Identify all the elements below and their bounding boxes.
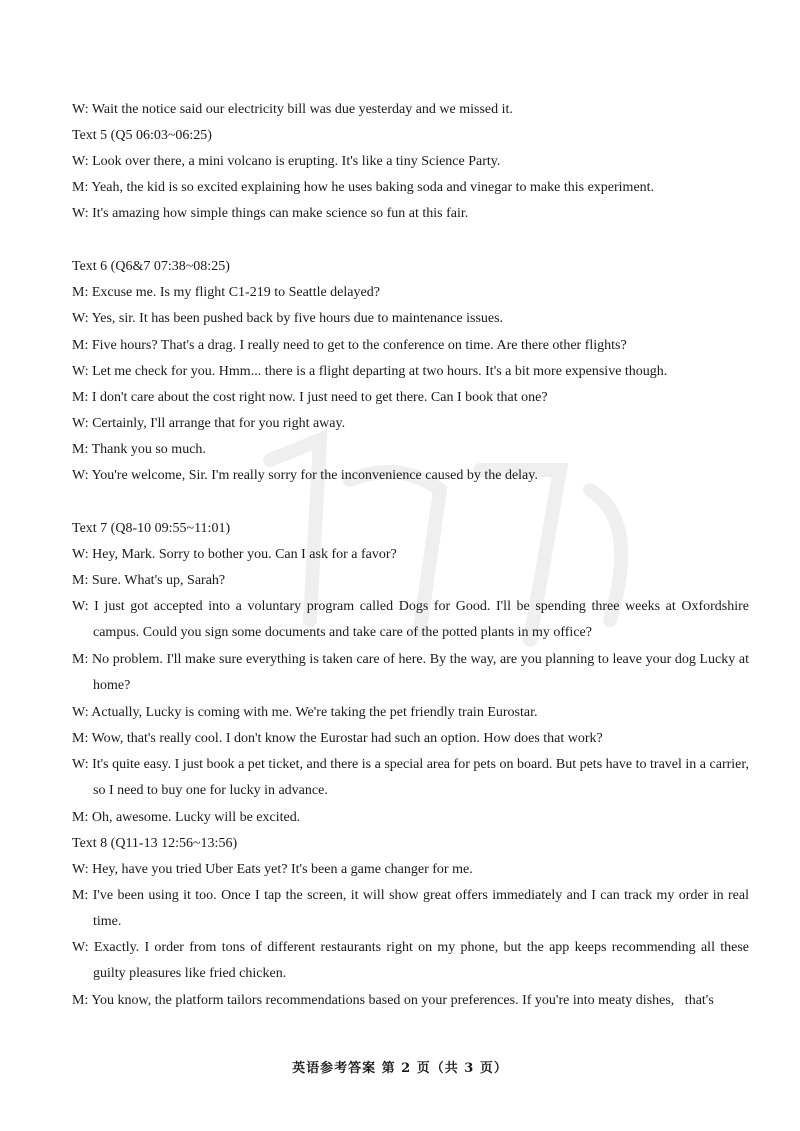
dialogue-paragraph: M: No problem. I'll make sure everything is taken care of here. By the way, are you planning to leave your dog Lucky at home? — [72, 652, 749, 693]
dialogue-line: W: Actually, Lucky is coming with me. We're taking the pet friendly train Eurostar. — [72, 705, 538, 720]
dialogue-line: W: Wait the notice said our electricity bill was due yesterday and we missed it. — [72, 102, 513, 117]
dialogue-line: W: Let me check for you. Hmm... there is a flight departing at two hours. It's a bit more expensive though. — [72, 364, 668, 379]
dialogue-line: M: Thank you so much. — [72, 442, 206, 457]
section-heading-text7: Text 7 (Q8-10 09:55~11:01) — [72, 521, 231, 536]
dialogue-line: M: Excuse me. Is my flight C1-219 to Seattle delayed? — [72, 285, 380, 300]
dialogue-line: W: Hey, Mark. Sorry to bother you. Can I ask for a favor? — [72, 547, 397, 562]
dialogue-line: W: Yes, sir. It has been pushed back by five hours due to maintenance issues. — [72, 311, 504, 326]
dialogue-paragraph: M: You know, the platform tailors recommendations based on your preferences. If you're into meaty dishes, that's — [72, 993, 714, 1008]
dialogue-paragraph: W: I just got accepted into a voluntary program called Dogs for Good. I'll be spending three weeks at Oxfordshire campus. Could you sign some documents and take care of the potted plants in my office? — [72, 599, 749, 640]
dialogue-paragraph: W: It's quite easy. I just book a pet ticket, and there is a special area for pets on board. But pets have to travel in a carrier, so I need to buy one for lucky in advance. — [72, 757, 749, 798]
dialogue-line: M: Sure. What's up, Sarah? — [72, 573, 226, 588]
page-footer: 英语参考答案 第 2 页（共 3 页） — [292, 1061, 508, 1076]
dialogue-line: M: Yeah, the kid is so excited explaining how he uses baking soda and vinegar to make this experiment. — [72, 180, 655, 195]
dialogue-line: M: Oh, awesome. Lucky will be excited. — [72, 810, 301, 825]
dialogue-paragraph: W: Exactly. I order from tons of different restaurants right on my phone, but the app keeps recommending all these guilty pleasures like fried chicken. — [72, 940, 749, 981]
dialogue-line: M: I don't care about the cost right now. I just need to get there. Can I book that one? — [72, 390, 548, 405]
dialogue-line: W: Certainly, I'll arrange that for you right away. — [72, 416, 346, 431]
section-heading-text6: Text 6 (Q6&7 07:38~08:25) — [72, 259, 230, 274]
section-heading-text8: Text 8 (Q11-13 12:56~13:56) — [72, 836, 238, 851]
dialogue-line: W: It's amazing how simple things can make science so fun at this fair. — [72, 206, 469, 221]
dialogue-paragraph: M: I've been using it too. Once I tap the screen, it will show great offers immediately and I can track my order in real time. — [72, 888, 749, 929]
dialogue-line: M: Five hours? That's a drag. I really need to get to the conference on time. Are there other flights? — [72, 338, 627, 353]
dialogue-line: W: Look over there, a mini volcano is erupting. It's like a tiny Science Party. — [72, 154, 501, 169]
dialogue-line: W: You're welcome, Sir. I'm really sorry for the inconvenience caused by the delay. — [72, 468, 538, 483]
dialogue-line: W: Hey, have you tried Uber Eats yet? It's been a game changer for me. — [72, 862, 473, 877]
dialogue-line: M: Wow, that's really cool. I don't know the Eurostar had such an option. How does that work? — [72, 731, 603, 746]
section-heading-text5: Text 5 (Q5 06:03~06:25) — [72, 128, 212, 143]
